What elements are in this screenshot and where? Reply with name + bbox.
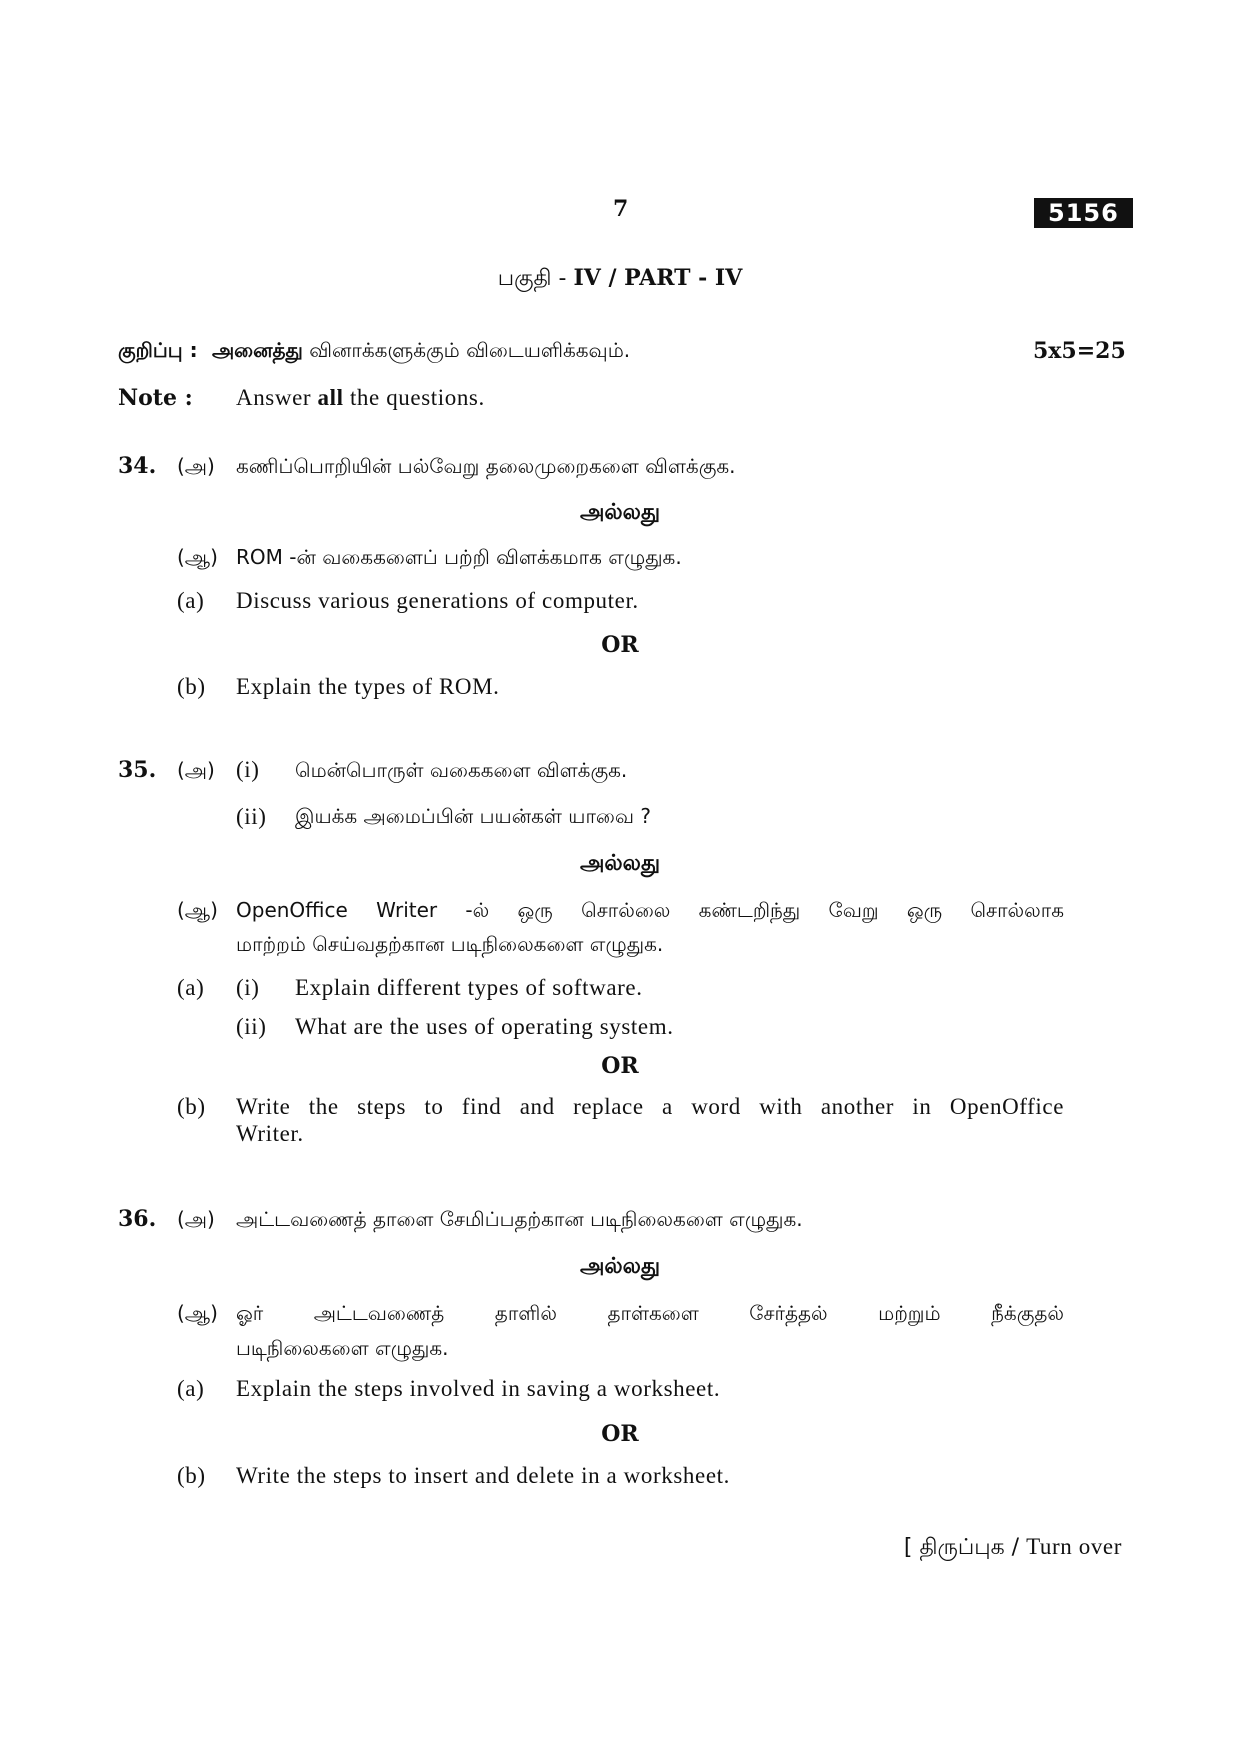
turn-over-en: Turn over <box>1026 1534 1122 1559</box>
q36-or-ta: அல்லது <box>579 1254 661 1279</box>
turn-over-note <box>904 1534 1122 1563</box>
q36-b-en-label: (b) <box>177 1463 206 1488</box>
q34-a-ta: கணிப்பொறியின் பல்வேறு தலைமுறைகளை விளக்குக. <box>236 454 736 478</box>
q35-b-ta-line2: மாற்றம் செய்வதற்கான படிநிலைகளை எழுதுக. <box>236 932 664 956</box>
part-title <box>0 265 1240 294</box>
q36-a-ta: அட்டவணைத் தாளை சேமிப்பதற்கான படிநிலைகளை எழுதுக. <box>236 1207 803 1231</box>
q35-b-en-line2: Writer. <box>236 1121 304 1146</box>
q35-b-en-label: (b) <box>177 1094 206 1119</box>
question-number-35: 35. <box>118 757 157 783</box>
q34-a-ta-label: (அ) <box>177 454 215 478</box>
q36-b-en: Write the steps to insert and delete in a worksheet. <box>236 1463 730 1488</box>
note-ta <box>118 338 630 365</box>
q35-a-en-label: (a) <box>177 975 205 1000</box>
note-en: Answer all the questions. <box>236 385 485 410</box>
q36-a-ta-label: (அ) <box>177 1207 215 1231</box>
q35-a-ii-ta: இயக்க அமைப்பின் பயன்கள் யாவை ? <box>295 804 651 828</box>
part-title-en: IV / PART - IV <box>573 265 743 291</box>
turn-over-ta: [ திருப்புக / <box>903 1535 1027 1560</box>
q34-b-en-label: (b) <box>177 674 206 699</box>
page-number: 7 <box>613 196 629 222</box>
q36-a-en: Explain the steps involved in saving a worksheet. <box>236 1376 721 1401</box>
q35-a-i-ta: மென்பொருள் வகைகளை விளக்குக. <box>295 758 628 782</box>
q36-a-en-label: (a) <box>177 1376 205 1401</box>
question-number-34: 34. <box>118 453 157 479</box>
question-number-36: 36. <box>118 1206 157 1232</box>
marks: 5x5=25 <box>1033 338 1126 364</box>
q35-a-i-en: Explain different types of software. <box>295 975 643 1000</box>
q36-or-en: OR <box>601 1421 639 1447</box>
q34-b-en: Explain the types of ROM. <box>236 674 500 699</box>
q36-b-ta-line1: ஓர் அட்டவணைத் தாளில் தாள்களை சேர்த்தல் மற்றும் நீக்குதல் <box>236 1301 1064 1325</box>
q35-or-ta: அல்லது <box>579 851 661 876</box>
note-en-label: Note : <box>118 385 193 411</box>
q34-or-ta: அல்லது <box>579 500 661 525</box>
q34-a-en: Discuss various generations of computer. <box>236 588 639 613</box>
paper-code-badge: 5156 <box>1034 198 1133 228</box>
q35-b-ta-label: (ஆ) <box>177 898 218 922</box>
q35-b-ta-line1: OpenOffice Writer -ல் ஒரு சொல்லை கண்டறிந்து வேறு ஒரு சொல்லாக <box>236 898 1064 922</box>
q34-b-ta-label: (ஆ) <box>177 545 218 569</box>
q34-b-ta: ROM -ன் வகைகளைப் பற்றி விளக்கமாக எழுதுக. <box>236 545 682 569</box>
q35-or-en: OR <box>601 1053 639 1079</box>
q35-a-ta-label: (அ) <box>177 758 215 782</box>
note-ta-bold: அனைத்து <box>211 338 303 362</box>
q35-a-ii-label: (ii) <box>236 804 267 829</box>
q35-a-i-label: (i) <box>236 757 260 782</box>
note-ta-rest: வினாக்களுக்கும் விடையளிக்கவும். <box>302 338 631 362</box>
q35-a-i-en-label: (i) <box>236 975 260 1000</box>
q34-a-en-label: (a) <box>177 588 205 613</box>
q36-b-ta-label: (ஆ) <box>177 1301 218 1325</box>
q35-a-ii-en-label: (ii) <box>236 1014 267 1039</box>
q36-b-ta-line2: படிநிலைகளை எழுதுக. <box>236 1336 449 1360</box>
q34-or-en: OR <box>601 632 639 658</box>
q35-a-ii-en: What are the uses of operating system. <box>295 1014 674 1039</box>
q35-b-en-line1: Write the steps to find and replace a word with another in OpenOffice <box>236 1094 1064 1119</box>
part-title-ta: பகுதி - <box>497 266 574 291</box>
note-ta-label: குறிப்பு : <box>118 338 198 362</box>
